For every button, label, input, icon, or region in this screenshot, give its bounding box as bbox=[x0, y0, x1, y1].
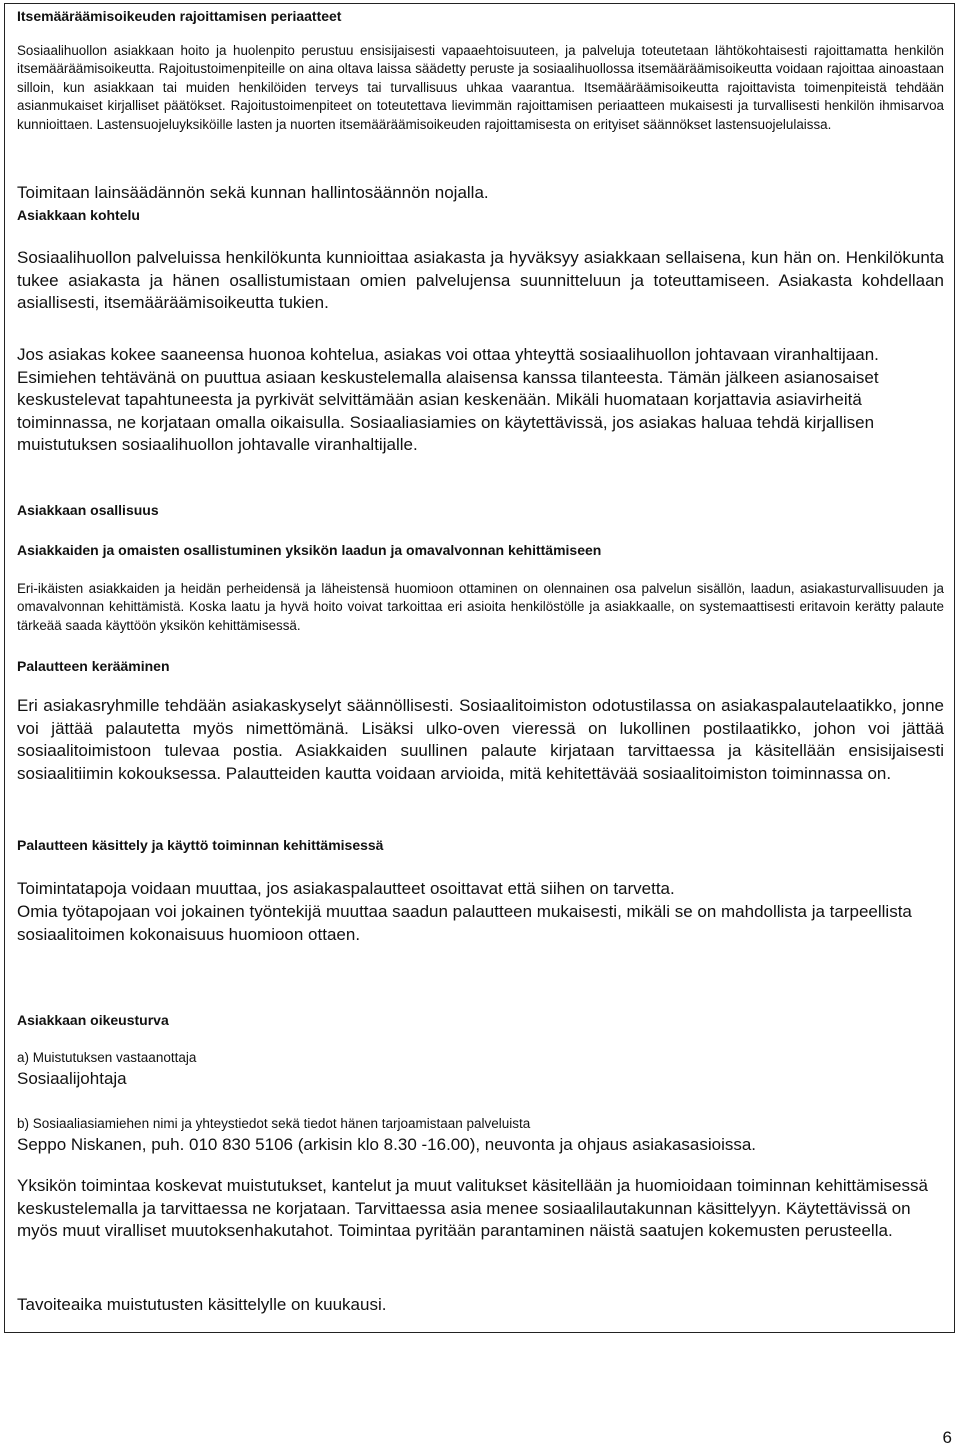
value-social-ombudsman: Seppo Niskanen, puh. 010 830 5106 (arkisin klo 8.30 -16.00), neuvonta ja ohjaus asiakasasioissa. bbox=[17, 1135, 757, 1154]
heading-client-participation: Asiakkaan osallisuus bbox=[17, 502, 159, 518]
paragraph-participation: Eri-ikäisten asiakkaiden ja heidän perheidensä ja läheistensä huomioon ottaminen on olennainen osa palvelun sisällön, laadun, asiakasturvallisuuden ja omavalvonnan kehittämistä. Koska laatu ja hyvä hoito voivat tarkoittaa eri asioita henkilöstölle ja asiakkaalle, on systemaattisesti eritavoin kerätty palaute tärkeää saada käyttöön yksikön kehittämisessä. bbox=[17, 581, 944, 633]
content-frame bbox=[4, 3, 955, 1333]
paragraph-feedback-processing-1: Toimintatapoja voidaan muuttaa, jos asiakaspalautteet osoittavat että siihen on tarvetta. bbox=[17, 879, 675, 898]
paragraph-complaints-handling: Yksikön toimintaa koskevat muistutukset, kantelut ja muut valitukset käsitellään ja huomioidaan toiminnan kehittämisessä keskustelemalla ja tarvittaessa ne korjataan. Tarvittaessa asia menee sosiaalilautakunnan käsittelyyn. Käytettävissä on myös muut viralliset muutoksenhakutahot. Toimintaa pyritään parantaminen näistä saatujen kokemusten perusteella. bbox=[17, 1176, 928, 1240]
subheading-quality-development: Asiakkaiden ja omaisten osallistuminen yksikön laadun ja omavalvonnan kehittämiseen bbox=[17, 542, 602, 558]
label-social-ombudsman: b) Sosiaaliasiamiehen nimi ja yhteystiedot sekä tiedot hänen tarjoamistaan palveluista bbox=[17, 1116, 531, 1131]
label-complaint-recipient: a) Muistutuksen vastaanottaja bbox=[17, 1050, 197, 1065]
paragraph-client-treatment-2: Jos asiakas kokee saaneensa huonoa kohtelua, asiakas voi ottaa yhteyttä sosiaalihuollon johtavaan viranhaltijaan. Esimiehen tehtävänä on puuttua asiaan keskustelemalla alaisensa kanssa tilanteesta. Tämän jälkeen asianosaiset keskustelevat tapahtuneesta ja pyrkivät selvittämään asian keskenään. Mikäli huomataan korjattavia asiavirheitä toiminnassa, ne korjataan omalla oikaisulla. Sosiaaliasiamies on käytettävissä, jos asiakas haluaa tehdä kirjallisen muistutuksen sosiaalihuollon johtavalle viranhaltijalle. bbox=[17, 345, 879, 454]
heading-feedback-processing: Palautteen käsittely ja käyttö toiminnan kehittämisessä bbox=[17, 837, 384, 853]
heading-legal-protection: Asiakkaan oikeusturva bbox=[17, 1012, 169, 1028]
heading-client-treatment: Asiakkaan kohtelu bbox=[17, 207, 140, 223]
paragraph-target-time: Tavoiteaika muistutusten käsittelylle on kuukausi. bbox=[17, 1295, 387, 1314]
value-complaint-recipient: Sosiaalijohtaja bbox=[17, 1069, 127, 1088]
paragraph-self-determination: Sosiaalihuollon asiakkaan hoito ja huolenpito perustuu ensisijaisesti vapaaehtoisuuteen, ja palveluja toteutetaan lähtökohtaisesti rajoittamatta henkilön itsemääräämisoikeutta. Rajoitustoimenpiteille on aina oltava laissa säädetty peruste ja sosiaalihuollossa itsemääräämisoikeutta voidaan rajoittaa ainoastaan silloin, kun asiakkaan tai muiden henkilöiden terveys tai turvallisuus uhkaa vaarantua. Itsemääräämisoikeutta rajoittavista toimenpiteistä tehdään asianmukaiset kirjalliset päätökset. Rajoitustoimenpiteet on toteutettava lievimmän rajoittamisen periaatteen mukaisesti ja turvallisesti henkilön ihmisarvoa kunnioittaen. Lastensuojeluyksiköille lasten ja nuorten itsemääräämisoikeuden rajoittamisesta on erityiset säännökset lastensuojelulaissa. bbox=[17, 43, 944, 132]
heading-feedback-collection: Palautteen kerääminen bbox=[17, 658, 170, 674]
paragraph-client-treatment-1: Sosiaalihuollon palveluissa henkilökunta kunnioittaa asiakasta ja hyväksyy asiakkaan sellaisena, kun hän on. Henkilökunta tukee asiakasta ja hänen osallistumistaan omien palvelujensa suunnitteluun ja toteuttamiseen. Asiakasta kohdellaan asiallisesti, itsemääräämisoikeutta tukien. bbox=[17, 248, 944, 312]
paragraph-feedback-collection: Eri asiakasryhmille tehdään asiakaskyselyt säännöllisesti. Sosiaalitoimiston odotustilassa on asiakaspalautelaatikko, jonne voi jättää palautetta myös nimettömänä. Lisäksi ulko-oven vieressä on lukollinen postilaatikko, johon voi jättää sosiaalitoimistoon tulevaa postia. Asiakkaiden suullinen palaute kirjataan tarvittaessa ja käsitellään ensisijaisesti sosiaalitiimin kokouksessa. Palautteiden kautta voidaan arvioida, mitä kehitettävää sosiaalitoimiston toiminnassa on. bbox=[17, 696, 944, 783]
paragraph-feedback-processing-2: Omia työtapojaan voi jokainen työntekijä muuttaa saadun palautteen mukaisesti, mikäli se on mahdollista ja tarpeellista sosiaalitoimen kokonaisuus huomioon ottaen. bbox=[17, 902, 912, 944]
paragraph-legislation: Toimitaan lainsäädännön sekä kunnan hallintosäännön nojalla. bbox=[17, 183, 489, 202]
page-number: 6 bbox=[942, 1428, 952, 1447]
heading-self-determination: Itsemääräämisoikeuden rajoittamisen periaatteet bbox=[17, 8, 342, 24]
